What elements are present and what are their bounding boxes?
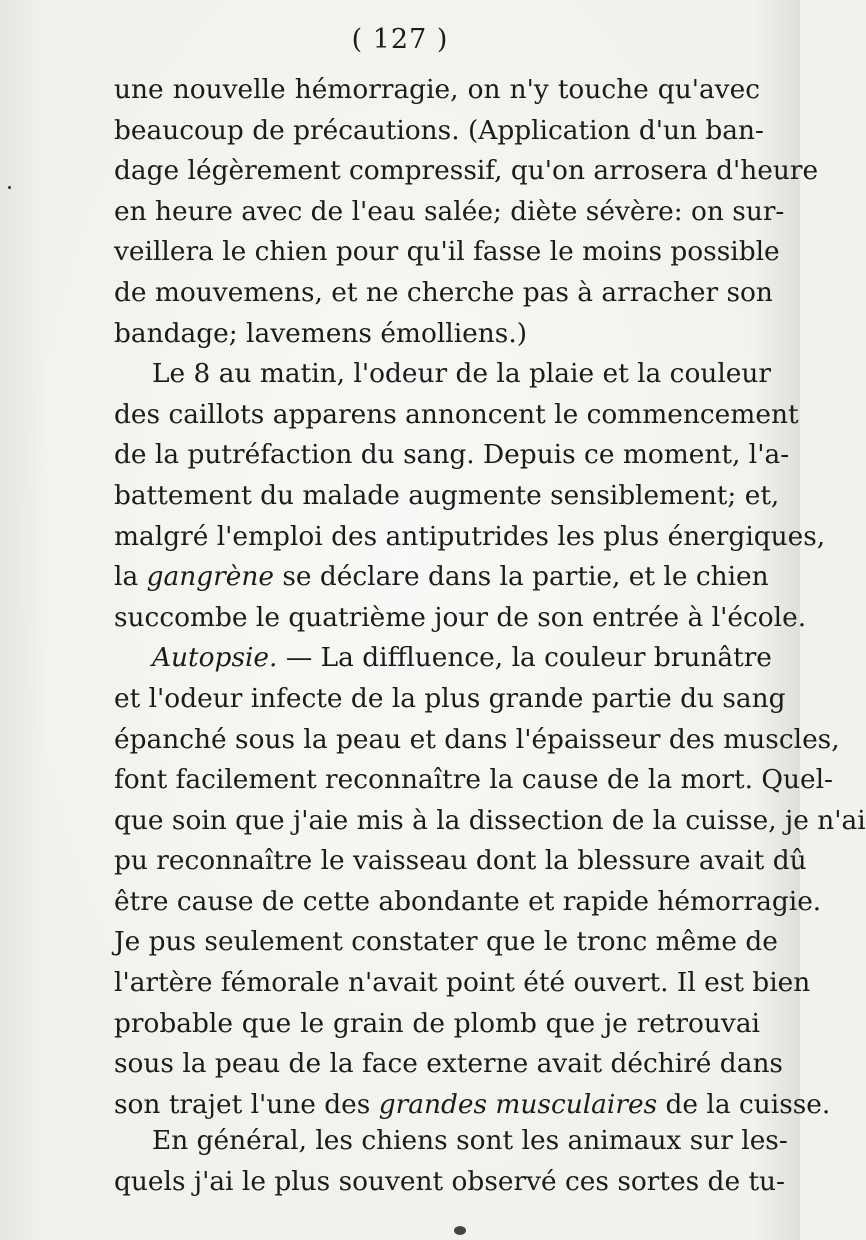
text-line: probable que le grain de plomb que je retrouvai [114,1007,760,1039]
paragraph-start-line [114,638,772,679]
text-line: une nouvelle hémorragie, on n'y touche qu'avec [114,74,760,105]
line-text: se déclare dans la partie, et le chien [273,561,769,593]
line-text: de la cuisse. [657,1088,831,1120]
text-line: font facilement reconnaître la cause de la mort. Quel- [114,764,833,796]
text-line: dage légèrement compressif, qu'on arrosera d'heure [114,155,819,187]
text-line [114,557,769,598]
text-line: bandage; lavemens émolliens.) [114,317,528,349]
text-line: de la putréfaction du sang. Depuis ce moment, l'a- [114,439,790,471]
ink-speck [454,1226,466,1235]
italic-term: gangrène [146,561,274,593]
text-line: de mouvemens, et ne cherche pas à arracher son [114,276,773,308]
text-line: Je pus seulement constater que le tronc même de [114,926,778,958]
text-line [114,1085,831,1126]
text-line: épanché sous la peau et dans l'épaisseur des muscles, [114,723,840,755]
italic-heading: Autopsie. [152,642,278,674]
text-line: en heure avec de l'eau salée; diète sévère: on sur- [114,195,785,227]
line-text: — La diffluence, la couleur brunâtre [277,642,772,674]
page-number: ( 127 ) [351,24,449,55]
line-text: son trajet l'une des [114,1088,379,1120]
line-text: la [114,561,147,593]
text-line: l'artère fémorale n'avait point été ouvert. Il est bien [114,967,811,999]
text-line: battement du malade augmente sensiblement; et, [114,479,780,511]
text-line: pu reconnaître le vaisseau dont la blessure avait dû [114,845,807,877]
body-text [114,70,866,1125]
text-line: que soin que j'aie mis à la dissection de la cuisse, je n'ai [114,804,866,836]
text-line: des caillots apparens annoncent le commencement [114,398,799,430]
text-line: être cause de cette abondante et rapide hémorragie. [114,885,822,917]
text-line: malgré l'emploi des antiputrides les plus énergiques, [114,520,826,552]
italic-term: grandes musculaires [378,1088,658,1120]
paragraph-start-line: Le 8 au matin, l'odeur de la plaie et la couleur [152,358,771,390]
paragraph-start-line: En général, les chiens sont les animaux sur les- [152,1125,788,1156]
text-line: succombe le quatrième jour de son entrée à l'école. [114,601,807,633]
text-line: quels j'ai le plus souvent observé ces sortes de tu- [114,1165,785,1197]
ink-speck [8,186,11,189]
text-line: veillera le chien pour qu'il fasse le moins possible [114,236,780,268]
text-line: beaucoup de précautions. (Application d'un ban- [114,114,764,146]
text-line: et l'odeur infecte de la plus grande partie du sang [114,682,786,714]
body-text-continued [114,1121,788,1202]
text-line: sous la peau de la face externe avait déchiré dans [114,1048,783,1080]
